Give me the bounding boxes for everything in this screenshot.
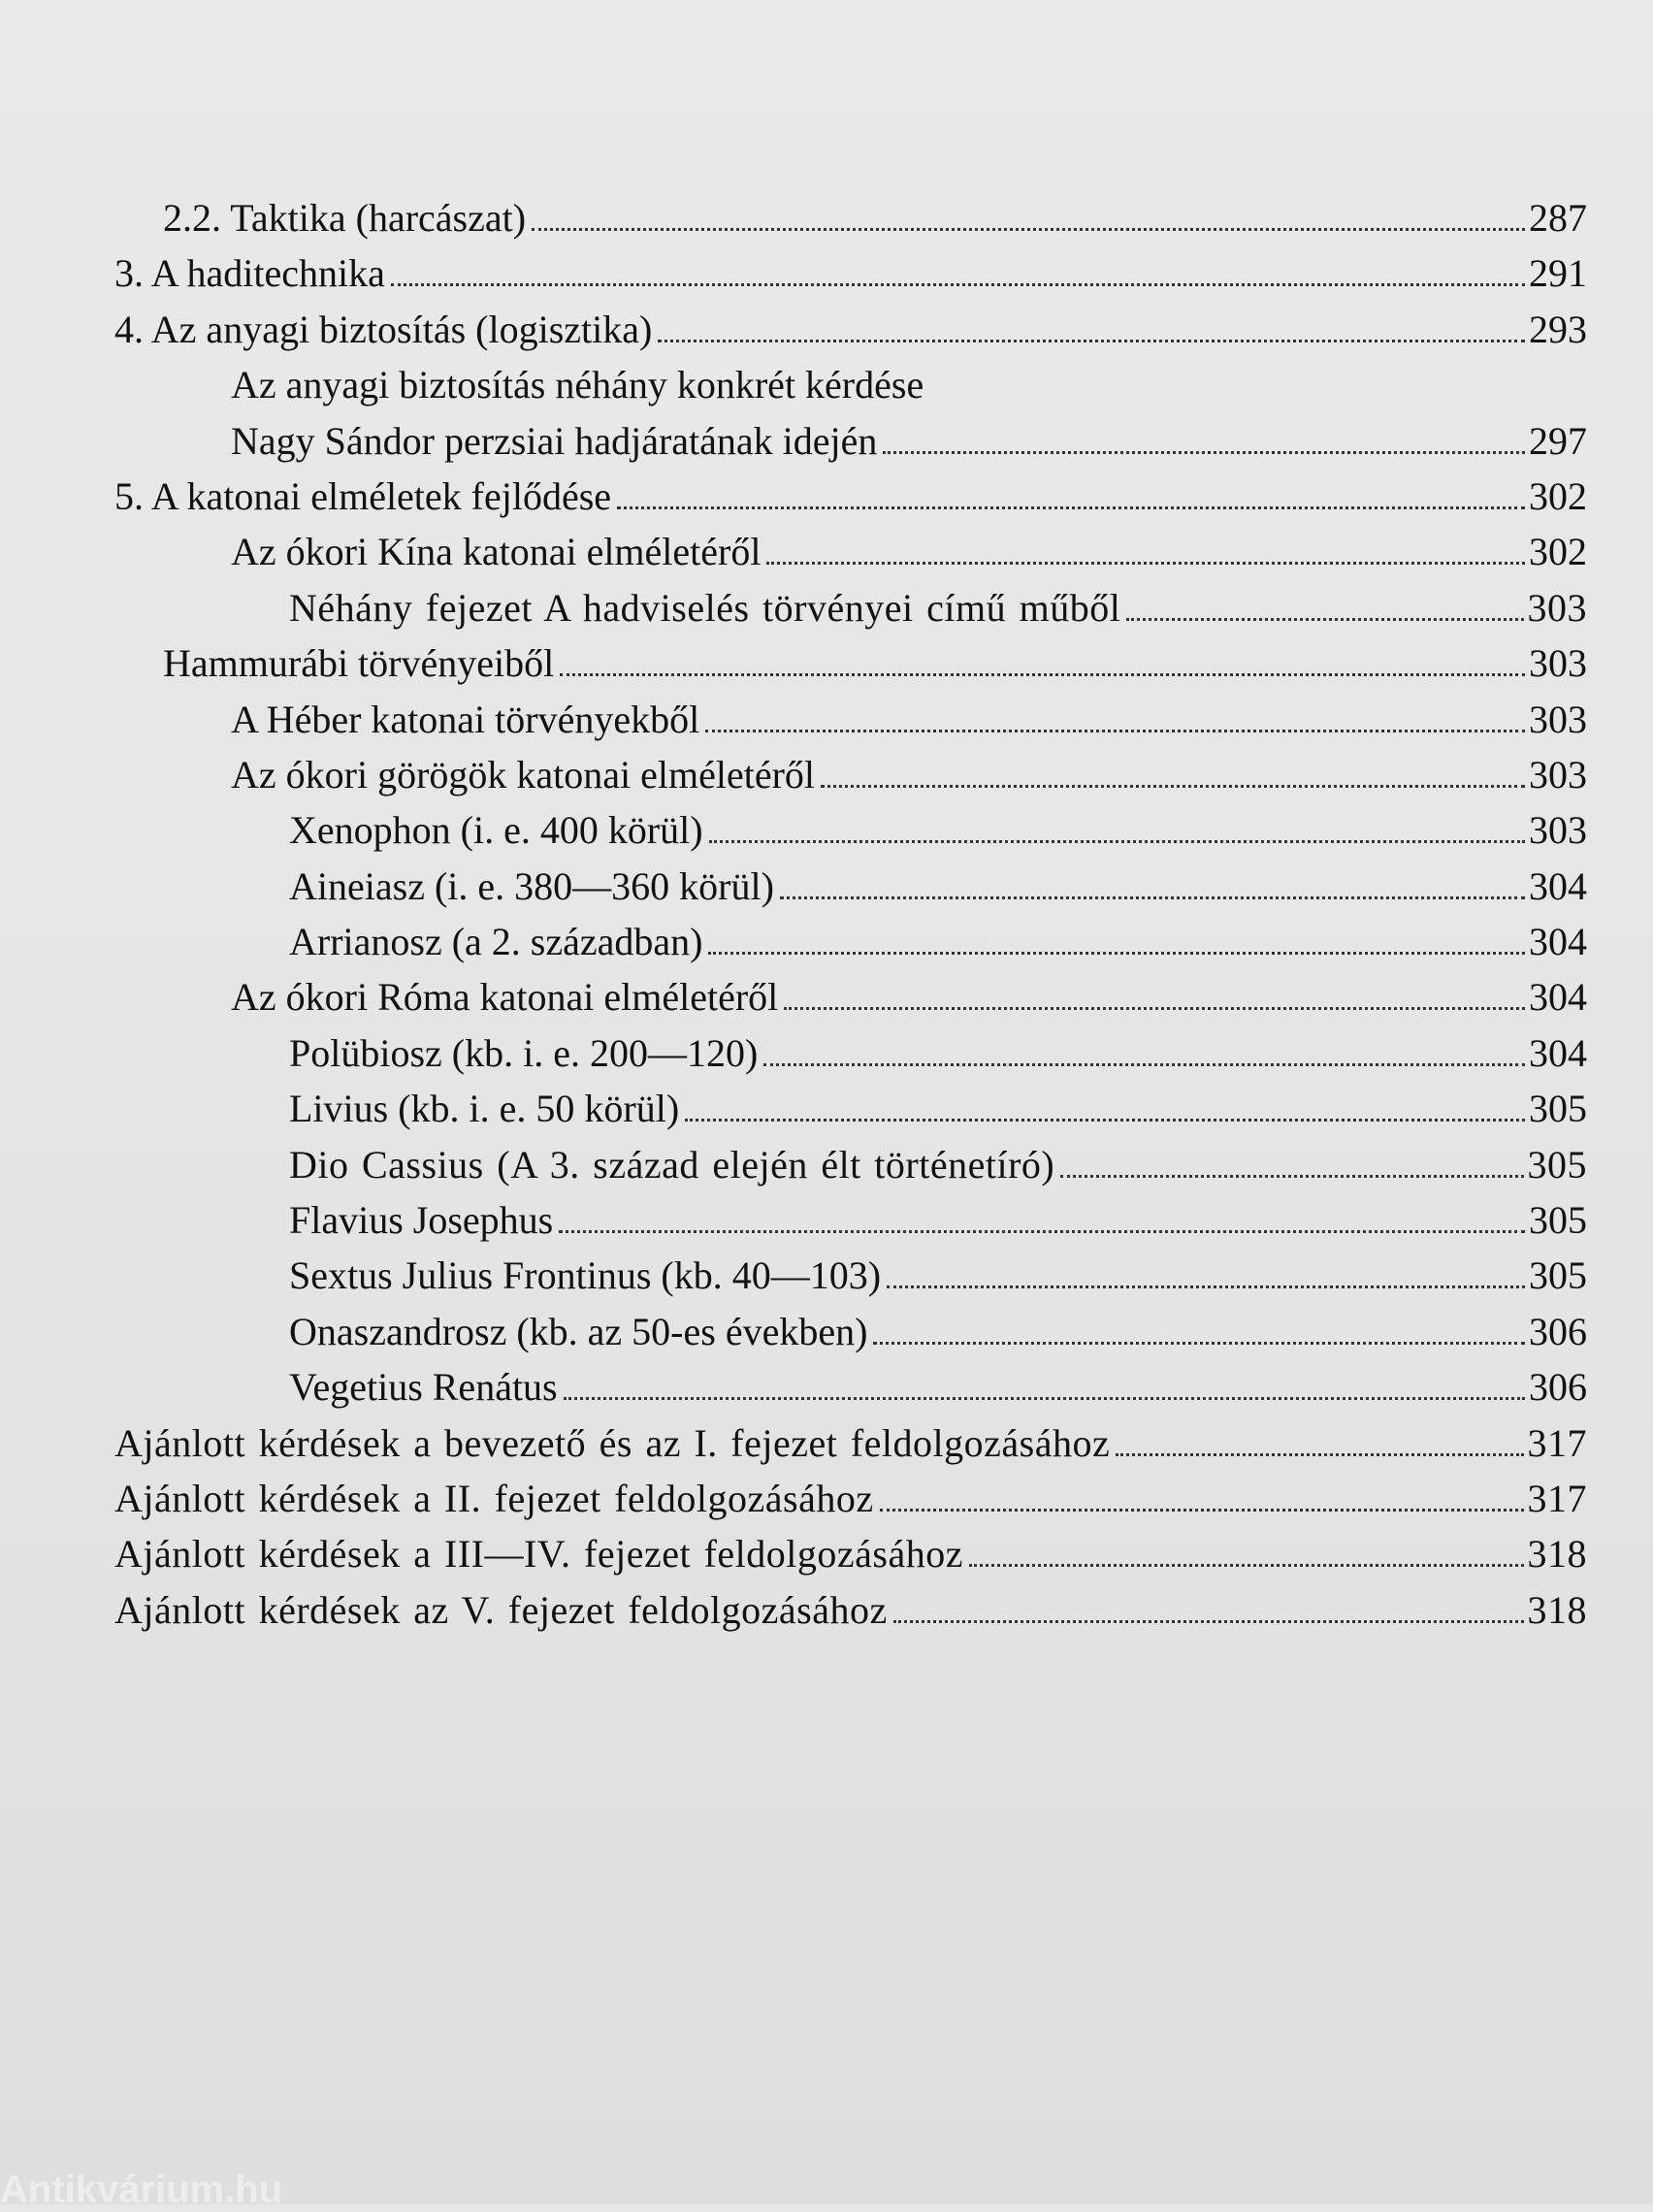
dot-leader xyxy=(1060,1175,1523,1178)
toc-entry-label: 4. Az anyagi biztosítás (logisztika) xyxy=(114,307,653,351)
toc-entry-page: 304 xyxy=(1529,863,1587,908)
toc-entry-label: 3. A haditechnika xyxy=(114,251,385,296)
dot-leader xyxy=(763,1063,1525,1066)
toc-entry-page: 291 xyxy=(1529,251,1587,296)
dot-leader xyxy=(1116,1453,1523,1456)
dot-leader xyxy=(559,1230,1525,1233)
toc-entry-label: Sextus Julius Frontinus (kb. 40—103) xyxy=(289,1253,882,1298)
toc-entry-page: 305 xyxy=(1527,1142,1587,1187)
toc-entry xyxy=(114,859,1587,914)
dot-leader xyxy=(1126,618,1523,621)
toc-entry-page: 317 xyxy=(1527,1476,1587,1520)
toc-entry xyxy=(114,1526,1587,1581)
toc-entry xyxy=(114,1471,1587,1526)
toc-entry-page: 318 xyxy=(1527,1587,1587,1632)
dot-leader xyxy=(617,506,1525,509)
toc-entry xyxy=(114,1359,1587,1415)
toc-entry-label: Az anyagi biztosítás néhány konkrét kérdése xyxy=(231,363,924,407)
dot-leader xyxy=(821,785,1525,788)
dot-leader xyxy=(880,1509,1524,1512)
toc-entry xyxy=(114,692,1587,747)
toc-entry-label: Ajánlott kérdések az V. fejezet feldolgozásához xyxy=(114,1587,888,1632)
toc-entry-label: Néhány fejezet A hadviselés törvényei című műből xyxy=(289,585,1121,630)
dot-leader xyxy=(784,1007,1525,1010)
toc-entry-label: 2.2. Taktika (harcászat) xyxy=(163,196,527,240)
toc-entry xyxy=(114,635,1587,691)
toc-entry-label: Nagy Sándor perzsiai hadjáratának idején xyxy=(231,418,878,463)
dot-leader xyxy=(969,1564,1524,1567)
toc-entry-page: 305 xyxy=(1529,1087,1587,1131)
toc-entry-page: 303 xyxy=(1529,697,1587,741)
toc-entry-label: Ajánlott kérdések a II. fejezet feldolgozásához xyxy=(114,1476,874,1520)
toc-entry-label: Aineiasz (i. e. 380—360 körül) xyxy=(289,863,774,908)
watermark: Antikvárium.hu xyxy=(0,2168,283,2211)
toc-entry-label: Az ókori görögök katonai elméletéről xyxy=(231,752,816,797)
toc-entry xyxy=(114,1582,1587,1638)
toc-entry-page: 302 xyxy=(1529,473,1587,518)
dot-leader xyxy=(658,340,1525,342)
toc-entry xyxy=(114,524,1587,579)
toc-entry-page: 317 xyxy=(1527,1420,1587,1465)
toc-entry-label: Xenophon (i. e. 400 körül) xyxy=(289,808,703,853)
toc-entry xyxy=(114,1137,1587,1192)
toc-entry-page: 303 xyxy=(1529,808,1587,853)
toc-entry-page: 304 xyxy=(1529,920,1587,964)
toc-entry-page: 306 xyxy=(1529,1309,1587,1353)
dot-leader xyxy=(893,1620,1524,1623)
dot-leader xyxy=(873,1342,1525,1345)
toc-entry xyxy=(114,969,1587,1025)
toc-entry-label: Az ókori Kína katonai elméletéről xyxy=(231,530,762,574)
toc-entry-page: 302 xyxy=(1529,530,1587,574)
toc-entry-label: Ajánlott kérdések a bevezető és az I. fejezet feldolgozásához xyxy=(114,1420,1111,1465)
toc-entry xyxy=(114,469,1587,524)
toc-entry-label: Dio Cassius (A 3. század elején élt történetíró) xyxy=(289,1142,1055,1187)
toc-entry xyxy=(114,413,1587,469)
toc-entry-page: 303 xyxy=(1529,641,1587,686)
dot-leader xyxy=(883,451,1525,454)
toc-entry xyxy=(114,802,1587,858)
toc-entry xyxy=(114,1415,1587,1471)
toc-entry xyxy=(114,1025,1587,1081)
toc-entry-label: Livius (kb. i. e. 50 körül) xyxy=(289,1087,680,1131)
toc-entry-label: Flavius Josephus xyxy=(289,1198,554,1243)
toc-entry-page: 305 xyxy=(1529,1198,1587,1243)
dot-leader xyxy=(685,1119,1525,1122)
toc-entry xyxy=(114,357,1587,412)
toc-entry-label: Az ókori Róma katonai elméletéről xyxy=(231,975,779,1020)
toc-entry xyxy=(114,1081,1587,1136)
toc-entry xyxy=(114,580,1587,635)
toc-entry-page: 306 xyxy=(1529,1365,1587,1410)
toc-entry-page: 287 xyxy=(1529,196,1587,240)
dot-leader xyxy=(709,840,1525,843)
toc-entry xyxy=(114,1304,1587,1359)
toc-entry-page: 293 xyxy=(1529,307,1587,351)
toc-entry-label: A Héber katonai törvényekből xyxy=(231,697,700,741)
toc-entry-label: 5. A katonai elméletek fejlődése xyxy=(114,473,612,518)
dot-leader xyxy=(391,283,1525,286)
toc-entry-label: Onaszandrosz (kb. az 50-es években) xyxy=(289,1309,868,1353)
dot-leader xyxy=(564,1397,1525,1400)
dot-leader xyxy=(708,952,1525,955)
dot-leader xyxy=(766,562,1525,565)
toc-entry xyxy=(114,914,1587,969)
toc-entry xyxy=(114,190,1587,245)
toc-entry-page: 303 xyxy=(1527,585,1587,630)
toc-entry-page: 297 xyxy=(1529,418,1587,463)
toc-entry xyxy=(114,1248,1587,1303)
toc-entry-label: Polübiosz (kb. i. e. 200—120) xyxy=(289,1030,759,1075)
toc-entry-label: Ajánlott kérdések a III—IV. fejezet feldolgozásához xyxy=(114,1532,963,1577)
dot-leader xyxy=(560,673,1525,676)
dot-leader xyxy=(780,896,1525,899)
toc-entry xyxy=(114,302,1587,357)
toc-entry-label: Vegetius Renátus xyxy=(289,1365,558,1410)
dot-leader xyxy=(705,730,1525,732)
toc-entry-page: 305 xyxy=(1529,1253,1587,1298)
toc-entry-page: 304 xyxy=(1529,975,1587,1020)
toc-entry-page: 318 xyxy=(1527,1532,1587,1577)
dot-leader xyxy=(887,1285,1525,1288)
toc-entry-label: Hammurábi törvényeiből xyxy=(163,641,555,686)
table-of-contents xyxy=(114,190,1587,1638)
toc-entry xyxy=(114,747,1587,802)
toc-entry-page: 304 xyxy=(1529,1030,1587,1075)
toc-entry xyxy=(114,245,1587,301)
toc-entry-label: Arrianosz (a 2. században) xyxy=(289,920,703,964)
toc-entry-page: 303 xyxy=(1529,752,1587,797)
toc-entry xyxy=(114,1192,1587,1248)
dot-leader xyxy=(532,228,1525,231)
